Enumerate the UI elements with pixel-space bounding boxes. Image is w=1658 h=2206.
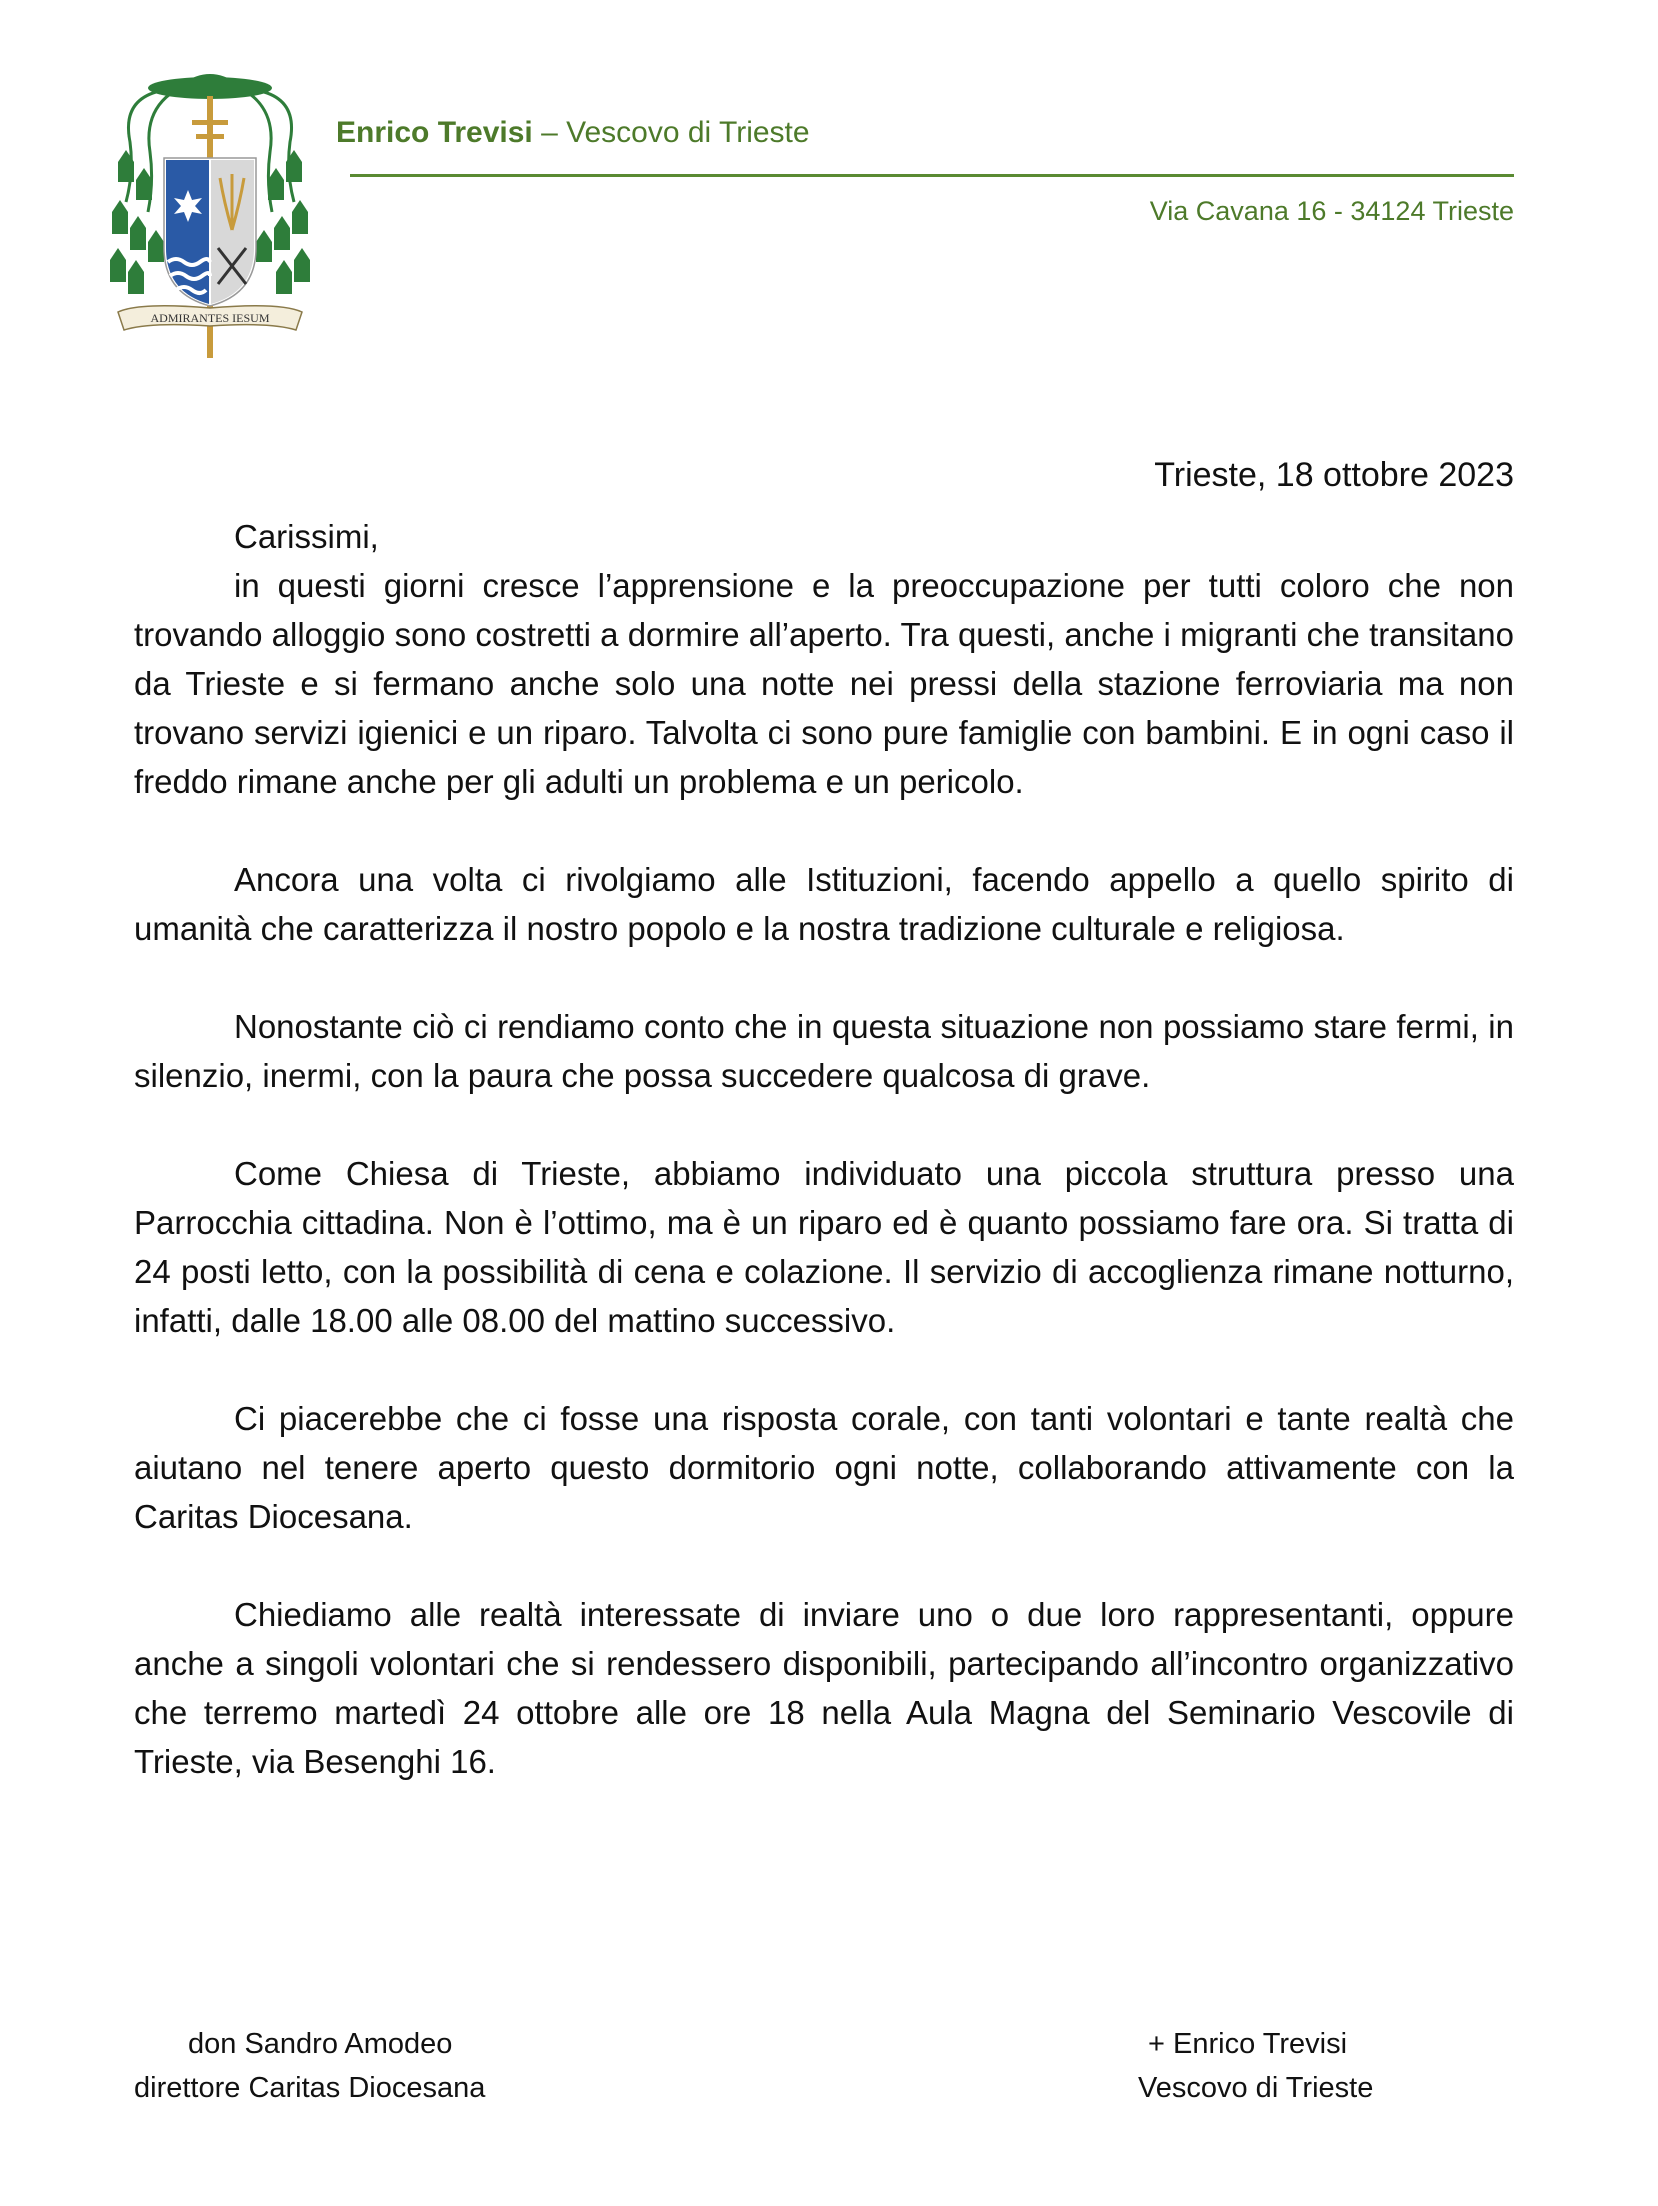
salutation: Carissimi, — [234, 518, 379, 555]
paragraph: Nonostante ciò ci rendiamo conto che in questa situazione non possiamo stare fermi, in silenzio, inermi, con la paura che possa succedere qualcosa di grave. — [134, 1008, 1514, 1094]
signature-bishop — [1138, 2022, 1373, 2110]
signature-caritas — [134, 2022, 485, 2110]
motto-text: ADMIRANTES IESUM — [150, 311, 270, 325]
episcopal-coat-of-arms — [100, 62, 320, 362]
signer-name: don Sandro Amodeo — [188, 2028, 453, 2060]
signer-role: Vescovo di Trieste — [1138, 2072, 1374, 2104]
bishop-name: Enrico Trevisi — [336, 116, 533, 149]
paragraph: Chiediamo alle realtà interessate di inviare uno o due loro rappresentanti, oppure anche a singoli volontari che si rendessero disponibili, partecipando all’incontro organizzativo che terremo martedì 24 ottobre alle ore 18 nella Aula Magna del Seminario Vescovile di Trieste, via Besenghi 16. — [134, 1596, 1514, 1780]
letter-body — [134, 512, 1514, 1786]
signer-role: direttore Caritas Diocesana — [134, 2072, 486, 2104]
letterhead-divider — [350, 174, 1514, 177]
signer-name: + Enrico Trevisi — [1148, 2028, 1348, 2060]
paragraph: Ci piacerebbe che ci fosse una risposta corale, con tanti volontari e tante realtà che aiutano nel tenere aperto questo dormitorio ogni notte, collaborando attivamente con la Caritas Diocesana. — [134, 1400, 1514, 1535]
letterhead-address: Via Cavana 16 - 34124 Trieste — [1149, 196, 1514, 226]
bishop-title: – Vescovo di Trieste — [532, 116, 810, 149]
paragraph: in questi giorni cresce l’apprensione e la preoccupazione per tutti coloro che non trovando alloggio sono costretti a dormire all’aperto. Tra questi, anche i migranti che transitano da Trieste e si fermano anche solo una notte nei pressi della stazione ferroviaria ma non trovano servizi igienici e un riparo. Talvolta ci sono pure famiglie con bambini. E in ogni caso il freddo rimane anche per gli adulti un problema e un pericolo. — [134, 567, 1514, 800]
letter-date: Trieste, 18 ottobre 2023 — [1154, 456, 1514, 494]
letterhead-name — [336, 116, 810, 150]
paragraph: Come Chiesa di Trieste, abbiamo individuato una piccola struttura presso una Parrocchia cittadina. Non è l’ottimo, ma è un riparo ed è quanto possiamo fare ora. Si tratta di 24 posti letto, con la possibilità di cena e colazione. Il servizio di accoglienza rimane notturno, infatti, dalle 18.00 alle 08.00 del mattino successivo. — [134, 1155, 1514, 1339]
paragraph: Ancora una volta ci rivolgiamo alle Istituzioni, facendo appello a quello spirito di umanità che caratterizza il nostro popolo e la nostra tradizione culturale e religiosa. — [134, 861, 1514, 947]
